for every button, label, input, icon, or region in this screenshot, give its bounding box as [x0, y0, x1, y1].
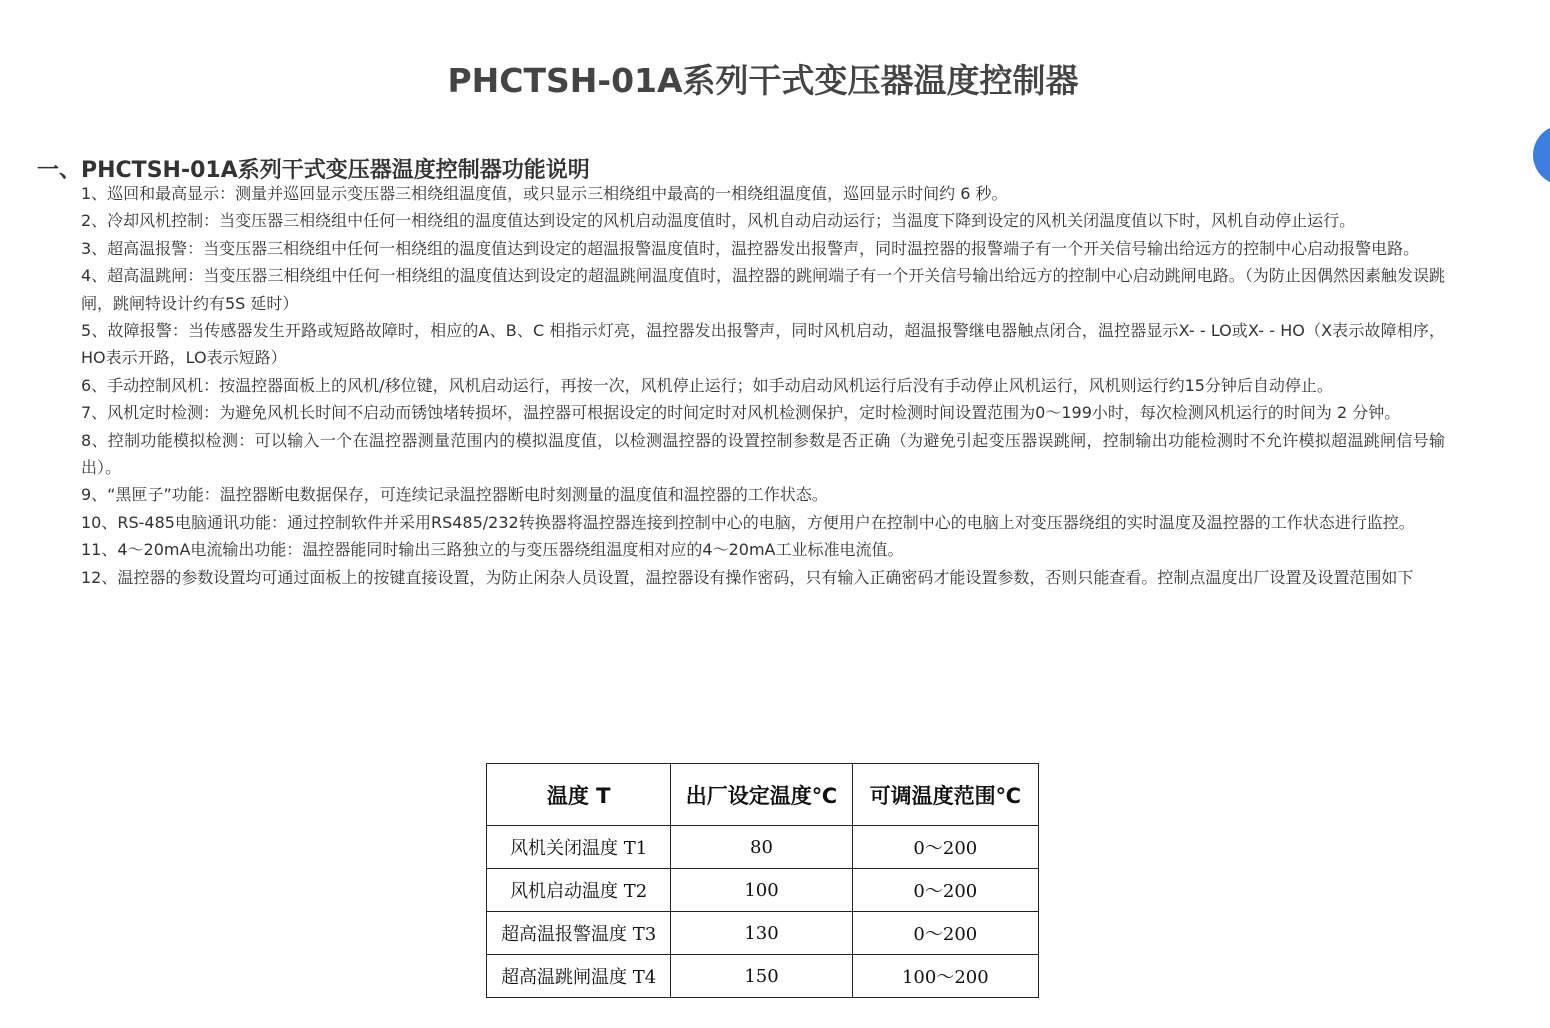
cell-range: 0～200: [852, 869, 1038, 912]
table-row: [487, 955, 1039, 998]
feature-item-10: 10、RS-485电脑通讯功能：通过控制软件并采用RS485/232转换器将温控器连接到控制中心的电脑，方便用户在控制中心的电脑上对变压器绕组的实时温度及温控器的工作状态进行监控。: [81, 512, 1415, 532]
section-heading: 一、PHCTSH-01A系列干式变压器温度控制器功能说明: [37, 158, 590, 184]
cell-range: 0～200: [852, 912, 1038, 955]
table-row: [487, 826, 1039, 869]
cell-factory: 150: [671, 955, 852, 998]
cell-name: 超高温跳闸温度 T4: [487, 955, 671, 998]
feature-list: [81, 180, 1445, 591]
temperature-settings-table: [486, 763, 1039, 998]
cell-range: 0～200: [852, 826, 1038, 869]
feature-item-11: 11、4～20mA电流输出功能：温控器能同时输出三路独立的与变压器绕组温度相对应的4～20mA工业标准电流值。: [81, 540, 904, 560]
table-row: [487, 912, 1039, 955]
feature-item-8: 8、控制功能模拟检测：可以输入一个在温控器测量范围内的模拟温度值，以检测温控器的设置控制参数是否正确（为避免引起变压器误跳闸，控制输出功能检测时不允许模拟超温跳闸信号输出）。: [81, 430, 1445, 478]
feature-item-5: 5、故障报警：当传感器发生开路或短路故障时，相应的A、B、C 相指示灯亮，温控器发出报警声，同时风机启动，超温报警继电器触点闭合，温控器显示X- - LO或X- - HO（X表示故障相序，HO表示开路，LO表示短路）: [81, 321, 1445, 368]
table-row: [487, 869, 1039, 912]
cell-name: 风机关闭温度 T1: [487, 826, 671, 869]
feature-item-6: 6、手动控制风机：按温控器面板上的风机/移位键，风机启动运行，再按一次，风机停止运行；如手动启动风机运行后没有手动停止风机运行，风机则运行约15分钟后自动停止。: [81, 375, 1333, 395]
feature-item-7: 7、风机定时检测：为避免风机长时间不启动而锈蚀堵转损坏，温控器可根据设定的时间定时对风机检测保护，定时检测时间设置范围为0～199小时，每次检测风机运行的时间为 2 分钟。: [81, 403, 1401, 423]
cell-factory: 80: [671, 826, 852, 869]
page-title: PHCTSH-01A系列干式变压器温度控制器: [447, 61, 1079, 101]
feature-item-2: 2、冷却风机控制：当变压器三相绕组中任何一相绕组的温度值达到设定的风机启动温度值时，风机自动启动运行；当温度下降到设定的风机关闭温度值以下时，风机自动停止运行。: [81, 211, 1356, 231]
table-header-row: [487, 764, 1039, 826]
feature-item-4: 4、超高温跳闸：当变压器三相绕组中任何一相绕组的温度值达到设定的超温跳闸温度值时，温控器的跳闸端子有一个开关信号输出给远方的控制中心启动跳闸电路。（为防止因偶然因素触发误跳闸，跳闸特设计约有5S 延时）: [81, 266, 1445, 313]
cell-name: 超高温报警温度 T3: [487, 912, 671, 955]
cell-factory: 130: [671, 912, 852, 955]
header-factory-setting: 出厂设定温度℃: [671, 764, 852, 826]
feature-item-9: 9、“黑匣子”功能：温控器断电数据保存，可连续记录温控器断电时刻测量的温度值和温控器的工作状态。: [81, 485, 828, 505]
header-adjustable-range: 可调温度范围℃: [852, 764, 1038, 826]
cell-range: 100～200: [852, 955, 1038, 998]
cell-factory: 100: [671, 869, 852, 912]
floating-side-button[interactable]: [1533, 125, 1550, 185]
feature-item-12: 12、温控器的参数设置均可通过面板上的按键直接设置，为防止闲杂人员设置，温控器设有操作密码，只有输入正确密码才能设置参数，否则只能查看。控制点温度出厂设置及设置范围如下: [81, 567, 1414, 587]
cell-name: 风机启动温度 T2: [487, 869, 671, 912]
feature-item-3: 3、超高温报警：当变压器三相绕组中任何一相绕组的温度值达到设定的超温报警温度值时，温控器发出报警声，同时温控器的报警端子有一个开关信号输出给远方的控制中心启动报警电路。: [81, 238, 1420, 258]
header-temperature: 温度 T: [487, 764, 671, 826]
feature-item-1: 1、巡回和最高显示：测量并巡回显示变压器三相绕组温度值，或只显示三相绕组中最高的一相绕组温度值，巡回显示时间约 6 秒。: [81, 184, 1008, 203]
